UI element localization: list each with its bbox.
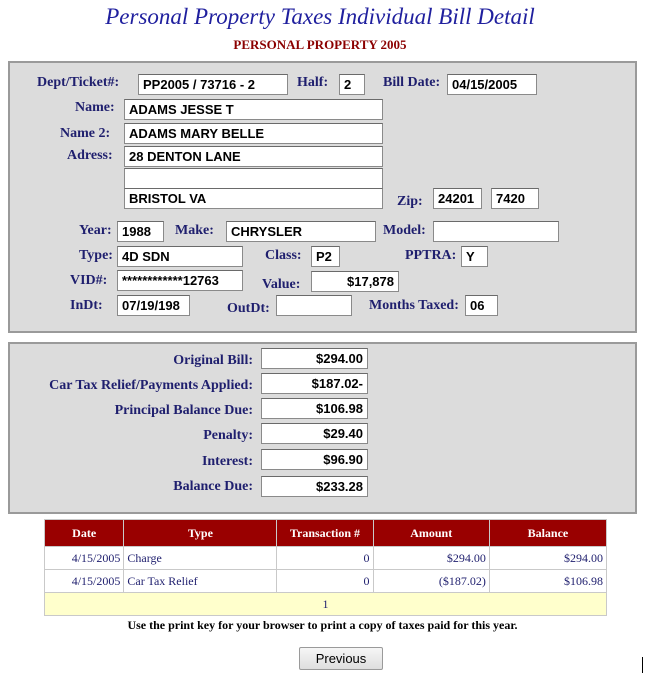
value-field[interactable]: $17,878 — [311, 271, 399, 292]
type-field[interactable]: 4D SDN — [117, 246, 243, 267]
pptra-field[interactable]: Y — [461, 246, 488, 267]
table-row — [45, 547, 607, 570]
row-balance: $294.00 — [489, 547, 606, 570]
zip-field[interactable]: 24201 — [433, 188, 482, 209]
class-field[interactable]: P2 — [311, 246, 340, 267]
balance-due-field[interactable]: $233.28 — [261, 476, 368, 497]
principal-label: Principal Balance Due: — [114, 403, 253, 418]
penalty-label: Penalty: — [203, 428, 253, 443]
page-title: Personal Property Taxes Individual Bill Detail — [105, 4, 535, 29]
half-field[interactable]: 2 — [339, 74, 365, 95]
page-subtitle: PERSONAL PROPERTY 2005 — [233, 37, 407, 52]
row-type: Car Tax Relief — [124, 570, 277, 593]
principal-field[interactable]: $106.98 — [261, 398, 368, 419]
model-field[interactable] — [433, 221, 559, 242]
page-number-link[interactable]: 1 — [45, 593, 607, 616]
year-label: Year: — [79, 223, 112, 238]
name-field[interactable]: ADAMS JESSE T — [124, 99, 383, 120]
months-taxed-label: Months Taxed: — [369, 298, 459, 313]
header-transaction: Transaction # — [277, 520, 373, 547]
outdt-label: OutDt: — [227, 301, 270, 316]
name-label: Name: — [75, 100, 115, 115]
table-row — [45, 570, 607, 593]
zip4-field[interactable]: 7420 — [491, 188, 539, 209]
dept-ticket-field[interactable]: PP2005 / 73716 - 2 — [138, 74, 288, 95]
bill-date-label: Bill Date: — [383, 75, 441, 90]
row-amount: ($187.02) — [373, 570, 489, 593]
bill-date-field[interactable]: 04/15/2005 — [447, 74, 537, 95]
header-date: Date — [45, 520, 124, 547]
value-label: Value: — [262, 277, 301, 292]
address-line3-field[interactable]: BRISTOL VA — [124, 188, 383, 209]
balance-due-label: Balance Due: — [173, 479, 253, 494]
text-cursor — [642, 657, 643, 673]
outdt-field[interactable] — [276, 295, 352, 316]
penalty-field[interactable]: $29.40 — [261, 423, 368, 444]
make-label: Make: — [175, 223, 214, 238]
model-label: Model: — [383, 223, 426, 238]
row-amount: $294.00 — [373, 547, 489, 570]
print-note: Use the print key for your browser to print a copy of taxes paid for this year. — [127, 618, 518, 632]
pptra-label: PPTRA: — [405, 248, 457, 263]
row-date: 4/15/2005 — [45, 570, 124, 593]
row-balance: $106.98 — [489, 570, 606, 593]
address-line1-field[interactable]: 28 DENTON LANE — [124, 146, 383, 167]
previous-button[interactable]: Previous — [299, 647, 383, 670]
pagination-row — [45, 593, 607, 616]
make-field[interactable]: CHRYSLER — [226, 221, 376, 242]
interest-label: Interest: — [201, 454, 253, 469]
zip-label: Zip: — [397, 194, 423, 209]
class-label: Class: — [265, 248, 302, 263]
interest-field[interactable]: $96.90 — [261, 449, 368, 470]
address-line2-field[interactable] — [124, 168, 383, 189]
header-amount: Amount — [373, 520, 489, 547]
name2-field[interactable]: ADAMS MARY BELLE — [124, 123, 383, 144]
original-bill-label: Original Bill: — [173, 353, 253, 368]
table-header-row — [45, 520, 607, 547]
half-label: Half: — [297, 75, 329, 90]
name2-label: Name 2: — [60, 126, 111, 141]
transactions-table — [44, 519, 607, 616]
original-bill-field[interactable]: $294.00 — [261, 348, 368, 369]
header-type: Type — [124, 520, 277, 547]
vid-field[interactable]: ************12763 — [117, 270, 243, 291]
months-taxed-field[interactable]: 06 — [465, 295, 498, 316]
relief-label: Car Tax Relief/Payments Applied: — [49, 378, 253, 393]
address-label: Adress: — [67, 148, 113, 163]
year-field[interactable]: 1988 — [117, 221, 164, 242]
relief-field[interactable]: $187.02- — [261, 373, 368, 394]
row-type: Charge — [124, 547, 277, 570]
header-balance: Balance — [489, 520, 606, 547]
vid-label: VID#: — [70, 273, 108, 288]
type-label: Type: — [79, 248, 113, 263]
row-transaction: 0 — [277, 570, 373, 593]
row-transaction: 0 — [277, 547, 373, 570]
indt-field[interactable]: 07/19/198 — [117, 295, 190, 316]
indt-label: InDt: — [70, 298, 103, 313]
row-date: 4/15/2005 — [45, 547, 124, 570]
dept-ticket-label: Dept/Ticket#: — [37, 75, 120, 90]
